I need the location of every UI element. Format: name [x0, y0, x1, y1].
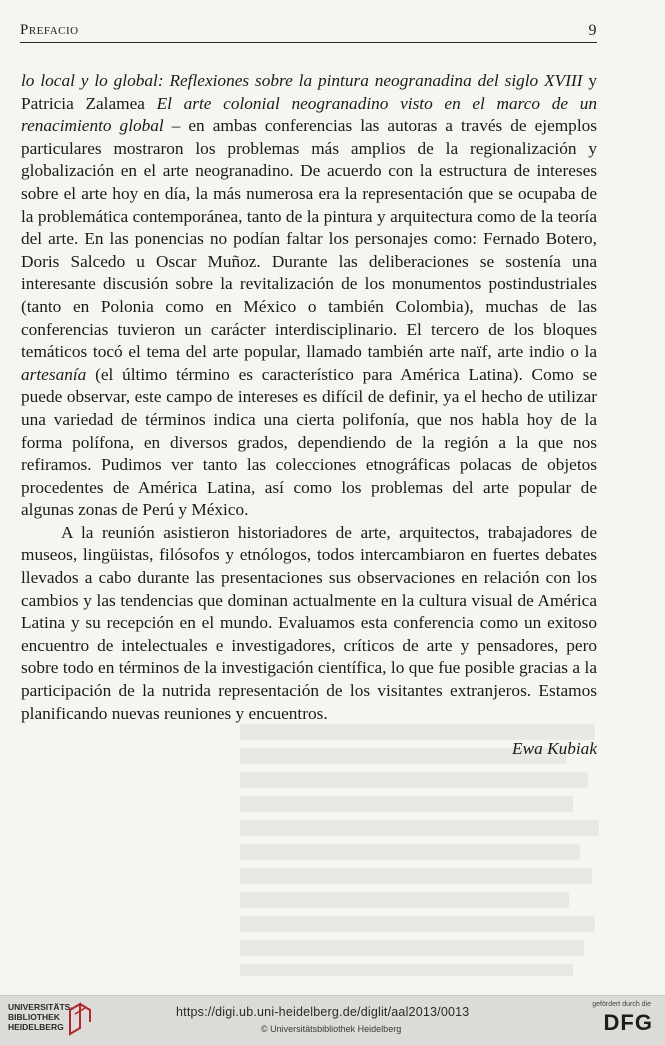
title-1: lo local y lo global: Reflexiones sobre la pintura neogranadina del siglo XVIII	[21, 71, 583, 90]
term-artesania: artesanía	[21, 364, 87, 384]
library-line-1: UNIVERSITÄTS-	[8, 1002, 74, 1012]
running-head-title: Prefacio	[20, 22, 79, 38]
funding-note: gefördert durch die	[592, 1001, 651, 1008]
digitization-footer	[0, 995, 665, 1045]
title-2: El arte colonial neogranadino visto en el marco de un renacimiento global	[21, 93, 597, 136]
running-head	[20, 22, 597, 43]
dfg-logo: DFG	[603, 1010, 653, 1035]
library-line-2: BIBLIOTHEK	[8, 1012, 60, 1022]
body-text	[21, 70, 597, 725]
author-signature: Ewa Kubiak	[512, 739, 597, 758]
library-logo-text	[8, 1002, 74, 1032]
library-logo-icon	[66, 1002, 92, 1036]
paragraph-1	[21, 70, 597, 522]
text-main: – en ambas conferencias las autoras a través de ejemplos particulares mostraron los problemas más amplios de la regionalización y globalización en el arte neogranadino. De acuerdo con la estructura de intereses sobre el arte hoy en día, la más numerosa era la representación que se ocupaba de la problemática contemporánea, tanto de la pintura y arquitectura como de la teoría del arte. En las ponencias no podían faltar los personajes como: Fernado Botero, Doris Salcedo u Oscar Muñoz. Durante las deliberaciones se sostenía una interesante discusión sobre la revitalización de los monumentos postindustriales (tanto en Polonia como en México o también Colombia), muchas de las conferencias tuvieron un carácter interdisciplinario. El tercero de los bloques temáticos tocó el tema del arte popular, llamado también arte naïf, arte indio o la	[21, 116, 597, 362]
paragraph-2: A la reunión asistieron historiadores de arte, arquitectos, trabajadores de museos, lingüistas, filósofos y etnólogos, todos intercambiaron en fuertes debates llevados a cabo durante las presentaciones sus observaciones en relación con los cambios y las tendencias que dominan actualmente en la cultura visual de América Latina y su recepción en el mundo. Evaluamos esta conferencia como un exitoso encuentro de intelectuales e investigadores, críticos de arte y pensadores, pero sobre todo en términos de la investigación científica, lo que fue posible gracias a la participación de la nutrida representación de los visitantes extranjeros. Estamos planificando nuevas reuniones y encuentros.	[21, 522, 597, 723]
page-number: 9	[588, 22, 597, 39]
text-conj: y Patricia Zalamea	[21, 71, 597, 113]
text-end: (el último término es característico para América Latina). Como se puede observar, este campo de intereses es difícil de definir, ya el hecho de utilizar una variedad de términos indica una cierta polifonía, que nos habla hoy de la forma polífona, en diversos grados, dependiendo de la región a la que nos refiramos. Pudimos ver tanto las colecciones etnográficas polacas de objetos procedentes de América Latina, así como los problemas del arte popular de algunas zonas de Perú y México.	[21, 364, 597, 520]
permalink-url[interactable]: https://digi.ub.uni-heidelberg.de/diglit/aal2013/0013	[176, 1005, 470, 1019]
library-line-3: HEIDELBERG	[8, 1022, 64, 1032]
copyright-notice: © Universitätsbibliothek Heidelberg	[261, 1024, 402, 1034]
